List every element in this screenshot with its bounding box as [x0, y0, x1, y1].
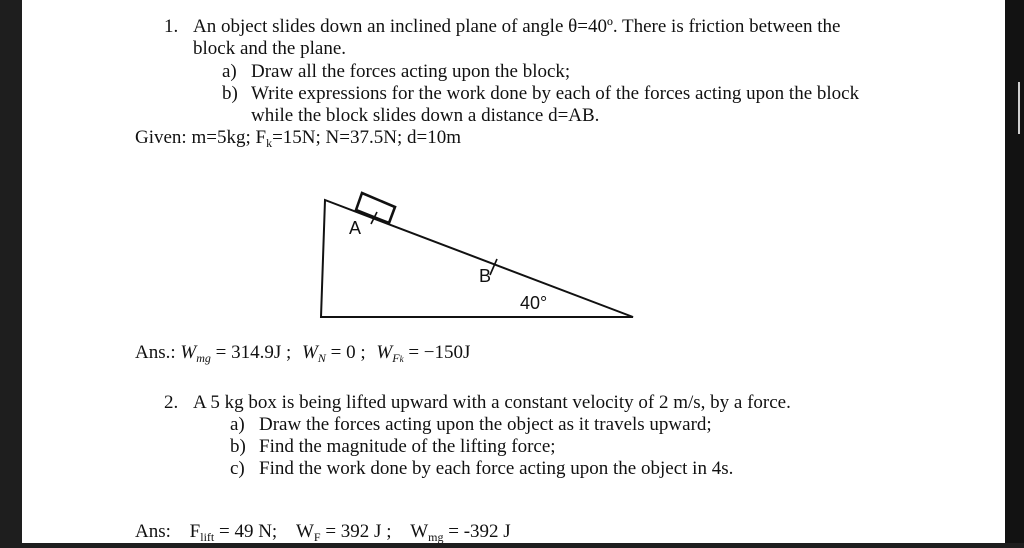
answer2-label: Ans: — [135, 521, 171, 542]
given-mass: m=5kg; — [191, 127, 251, 148]
problem1-line2: block and the plane. — [193, 38, 347, 59]
label-b: B — [479, 266, 492, 286]
problem2-answer — [135, 521, 511, 548]
answer-w-fk: $W_{Fk}$ — [376, 342, 404, 365]
block — [356, 193, 395, 223]
answer-w-mg: $W_{mg}$ — [180, 342, 211, 365]
answer-w-mg2: $W_{mg}$ — [410, 521, 444, 544]
angle-label: 40° — [520, 293, 548, 313]
answer-w-fk-value: = −150J — [408, 342, 471, 363]
answer-f-lift-value: = 49 N; — [218, 521, 278, 542]
answer-w-n-value: = 0 ; — [330, 342, 366, 363]
problem2-b-text: Find the magnitude of the lifting force; — [259, 436, 556, 457]
problem2-a-text: Draw the forces acting upon the object as it travels upward; — [259, 414, 712, 435]
problem1-number: 1. — [164, 16, 179, 37]
problem1-a-label: a) — [222, 61, 237, 82]
problem1-b-text1: Write expressions for the work done by each of the forces acting upon the block — [251, 83, 860, 104]
problem2-number: 2. — [164, 392, 179, 413]
problem1-a-text: Draw all the forces acting upon the block; — [251, 61, 571, 82]
given-friction: $F_k=15N$; — [255, 127, 321, 150]
given-normal: N=37.5N; — [325, 127, 403, 148]
problem1-line1: An object slides down an inclined plane of angle θ=40º. There is friction between the — [193, 16, 841, 37]
given-distance: d=10m — [406, 127, 461, 148]
answer-f-lift: $F_{lift}$ — [189, 521, 215, 544]
answer-w-mg-value: = 314.9J ; — [215, 342, 292, 363]
problem2-a-label: a) — [230, 414, 245, 435]
label-a: A — [349, 218, 362, 238]
answer-w-n: $W_N$ — [302, 342, 326, 365]
answer-w-f-value: = 392 J ; — [325, 521, 392, 542]
problem1-b-text2: while the block slides down a distance d=AB. — [251, 105, 600, 126]
problem2-b-label: b) — [230, 436, 246, 457]
problem1-b-label: b) — [222, 83, 238, 104]
problem2-line1: A 5 kg box is being lifted upward with a constant velocity of 2 m/s, by a force. — [193, 392, 791, 413]
answer1-label: Ans.: — [135, 342, 176, 363]
answer-w-f: $W_F$ — [295, 521, 321, 544]
given-label: Given: — [135, 127, 187, 148]
answer-w-mg2-value: = -392 J — [448, 521, 511, 542]
problem2-c-label: c) — [230, 458, 245, 479]
problem1-answer — [135, 342, 470, 370]
problem2-c-text: Find the work done by each force acting upon the object in 4s. — [259, 458, 734, 479]
mark-b — [490, 259, 497, 275]
incline-triangle — [321, 200, 633, 317]
